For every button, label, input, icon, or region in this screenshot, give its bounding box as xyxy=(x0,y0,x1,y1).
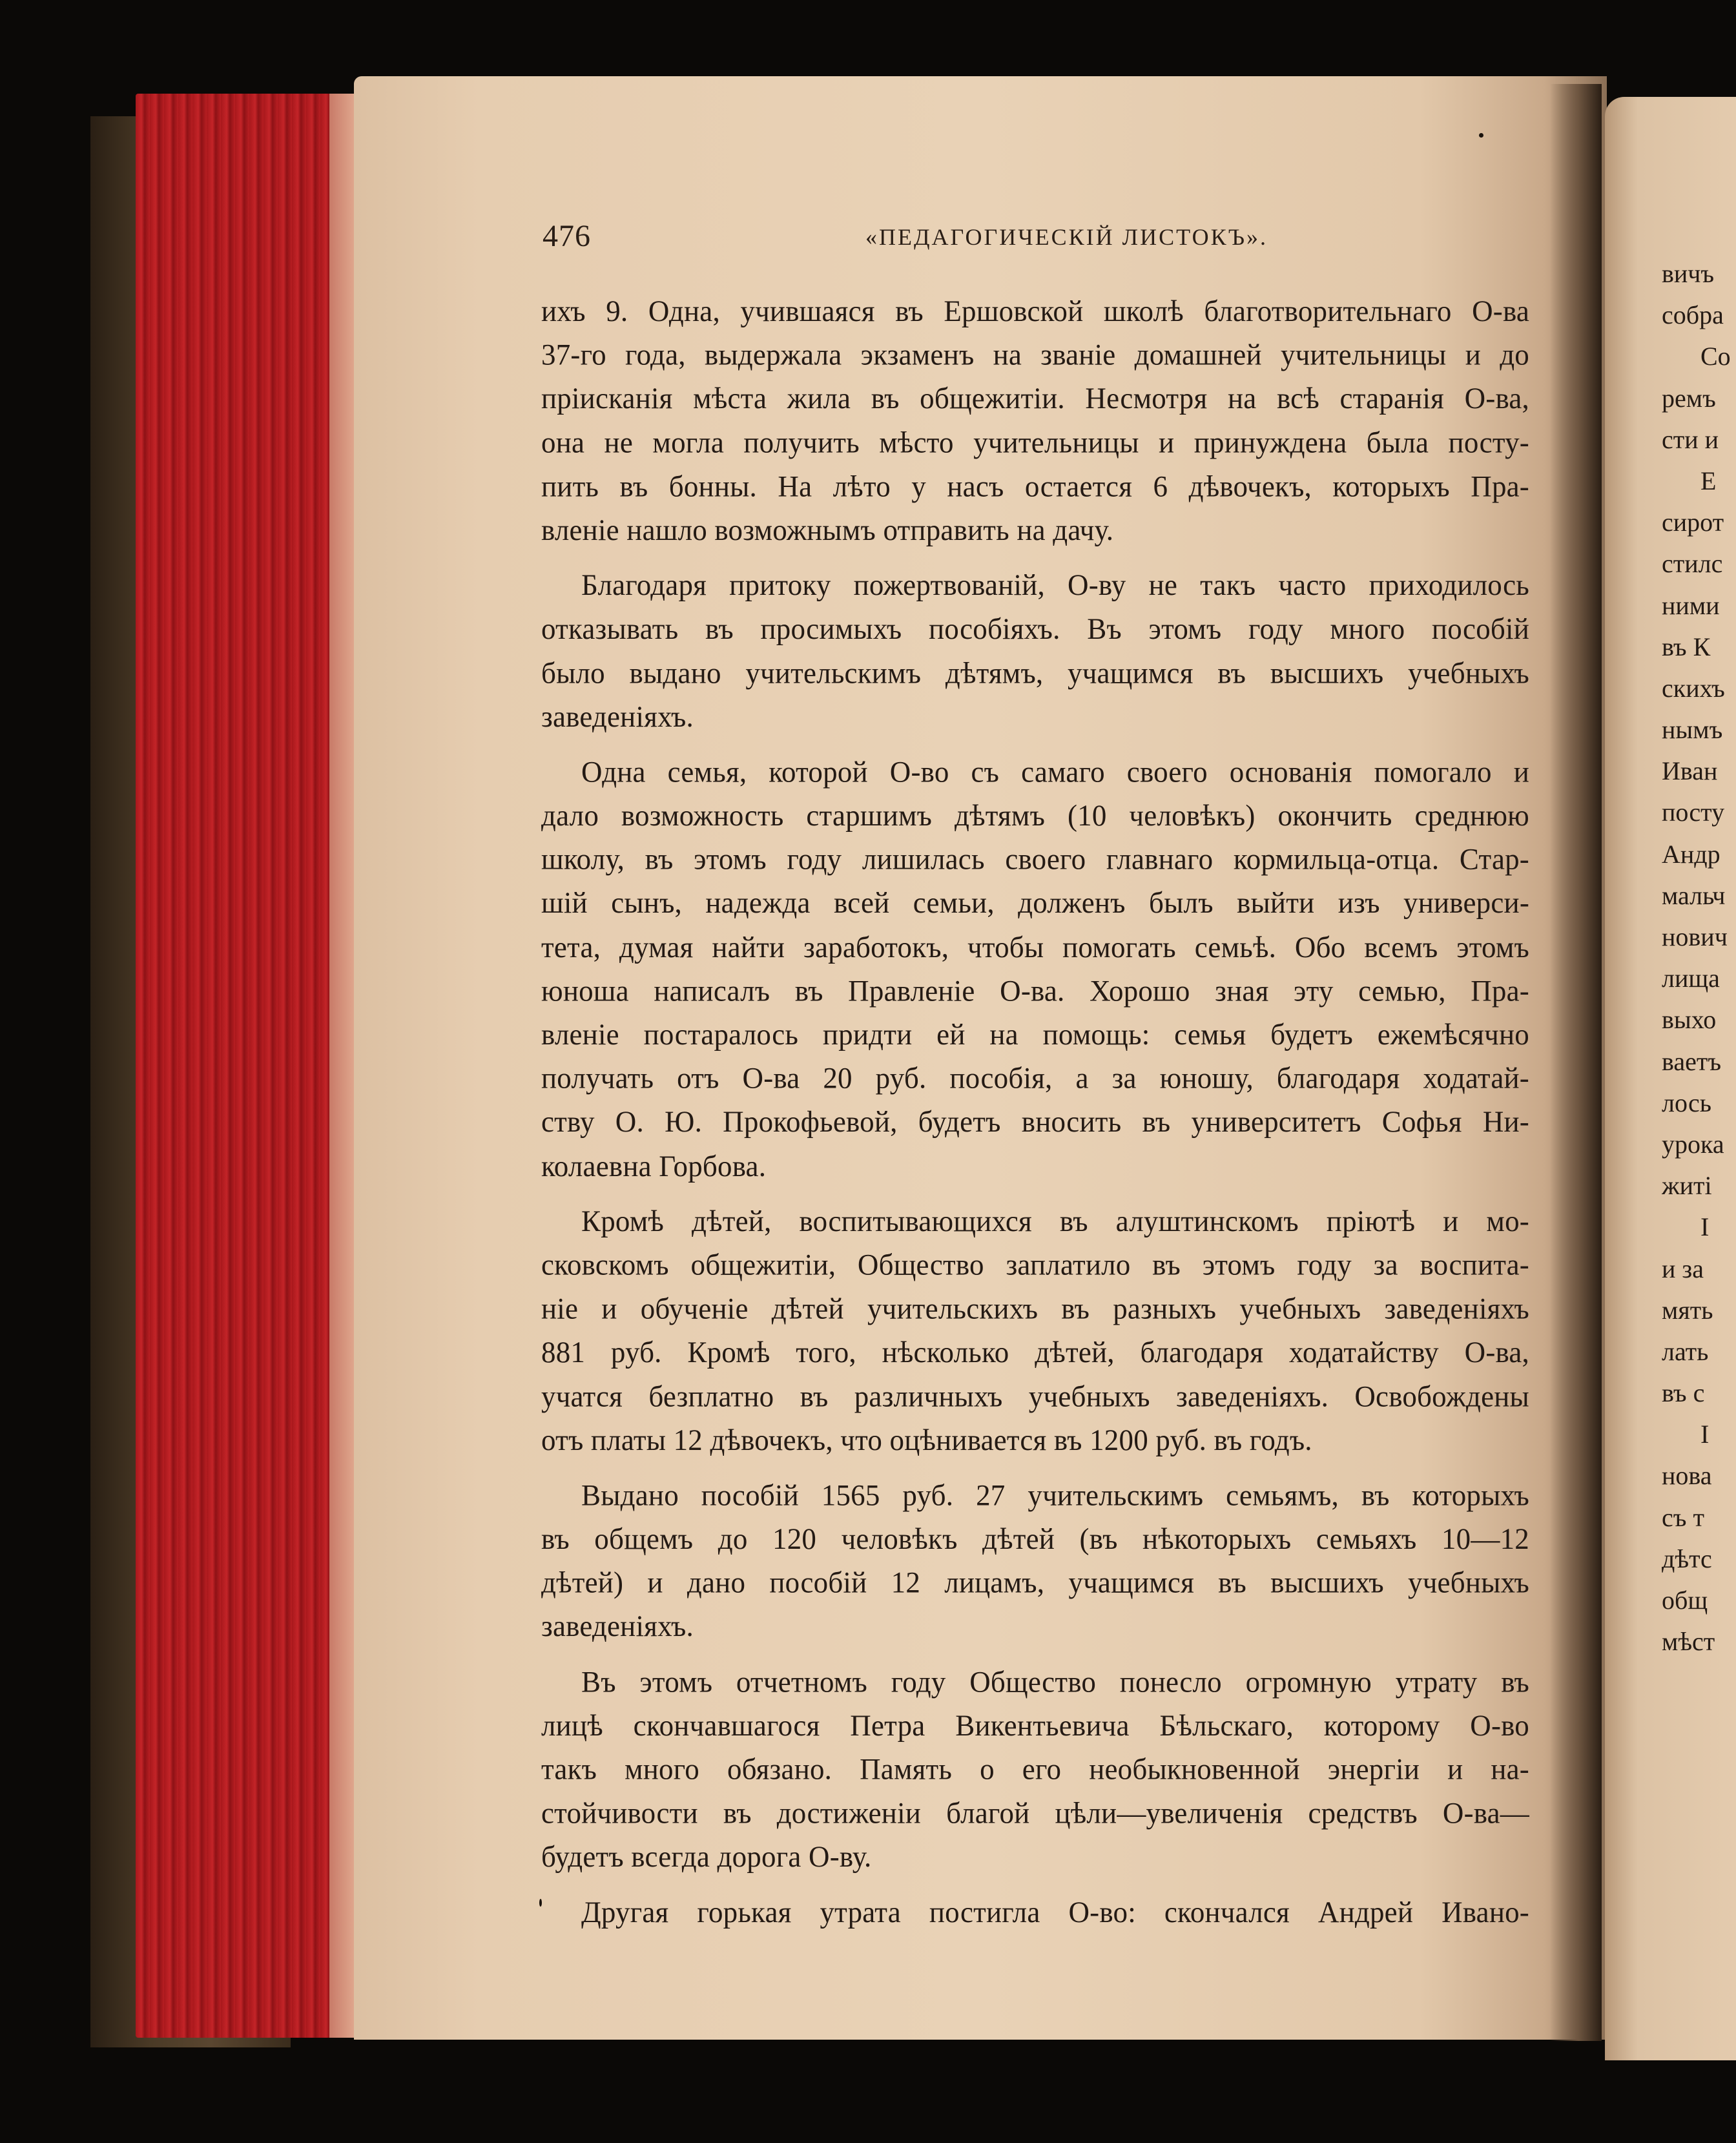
text-line: выхо xyxy=(1662,1005,1717,1035)
text-line: въ К xyxy=(1662,632,1711,661)
text-line: вленіе постаралось придти ей на помощь: семья будетъ ежемѣсячно xyxy=(541,1017,1529,1051)
ink-speck xyxy=(539,1899,542,1907)
text-line: скихъ xyxy=(1662,673,1725,703)
text-line: заведеніяхъ. xyxy=(541,699,694,734)
running-title: «ПЕДАГОГИЧЕСКІЙ ЛИСТОКЪ». xyxy=(865,224,1268,250)
text-line: получать отъ О-ва 20 руб. пособія, а за юношу, благодаря ходатай- xyxy=(541,1061,1529,1095)
text-line: ремъ xyxy=(1662,383,1716,413)
text-line: житі xyxy=(1662,1171,1712,1201)
page-number: 476 xyxy=(542,219,591,253)
text-line: въ с xyxy=(1662,1378,1705,1408)
text-line: Е xyxy=(1700,466,1717,495)
text-line: учатся безплатно въ различныхъ учебныхъ заведеніяхъ. Освобождены xyxy=(541,1379,1529,1413)
text-line: Благодаря притоку пожертвованій, О-ву не такъ часто приходилось xyxy=(581,568,1529,602)
text-line: мѣст xyxy=(1662,1627,1715,1657)
text-line: І xyxy=(1700,1212,1710,1242)
text-line: лища xyxy=(1662,964,1720,993)
right-page-text xyxy=(1662,253,1736,1662)
text-line: пріисканія мѣста жила въ общежитіи. Несмотря на всѣ старанія О-ва, xyxy=(541,381,1529,415)
text-line: въ общемъ до 120 человѣкъ дѣтей (въ нѣкоторыхъ семьяхъ 10—12 xyxy=(541,1522,1529,1556)
text-line: Выдано пособій 1565 руб. 27 учительскимъ семьямъ, въ которыхъ xyxy=(581,1478,1529,1512)
text-line: нович xyxy=(1662,922,1728,951)
text-line: юноша написалъ въ Правленіе О-ва. Хорошо зная эту семью, Пра- xyxy=(541,973,1529,1008)
text-line: лицѣ скончавшагося Петра Викентьевича Бѣльскаго, которому О-во xyxy=(541,1708,1529,1743)
ink-speck xyxy=(1479,133,1483,138)
text-line: сирот xyxy=(1662,508,1724,537)
text-line: Въ этомъ отчетномъ году Общество понесло огромную утрату въ xyxy=(581,1664,1529,1699)
text-line: дѣтей) и дано пособій 12 лицамъ, учащимся въ высшихъ учебныхъ xyxy=(541,1566,1529,1600)
text-line: Одна семья, которой О-во съ самаго своего основанія помогало и xyxy=(581,754,1529,789)
text-line: дало возможность старшимъ дѣтямъ (10 человѣкъ) окончить среднюю xyxy=(541,798,1529,833)
text-line: нымъ xyxy=(1662,715,1723,745)
text-line: шій сынъ, надежда всей семьи, долженъ былъ выйти изъ универси- xyxy=(541,885,1529,920)
text-line: 881 руб. Кромѣ того, нѣсколько дѣтей, благодаря ходатайству О-ва, xyxy=(541,1335,1529,1369)
text-line: ваетъ xyxy=(1662,1046,1722,1076)
text-line: стилс xyxy=(1662,549,1723,579)
text-line: сти и xyxy=(1662,424,1719,454)
text-line: дѣтс xyxy=(1662,1544,1712,1573)
text-line: І xyxy=(1700,1420,1710,1449)
text-line: Иван xyxy=(1662,756,1718,786)
text-line: нова xyxy=(1662,1461,1712,1491)
text-line: посту xyxy=(1662,798,1725,827)
text-line: вичъ xyxy=(1662,259,1715,288)
text-line: урока xyxy=(1662,1129,1724,1159)
text-line: отъ платы 12 дѣвочекъ, что оцѣнивается въ 1200 руб. въ годъ. xyxy=(541,1423,1312,1457)
text-line: вленіе нашло возможнымъ отправить на дачу. xyxy=(541,513,1114,547)
text-line: собра xyxy=(1662,300,1724,330)
text-line: тета, думая найти заработокъ, чтобы помогать семьѣ. Обо всемъ этомъ xyxy=(541,929,1529,964)
text-line: ніе и обученіе дѣтей учительскихъ въ разныхъ учебныхъ заведеніяхъ xyxy=(541,1291,1529,1325)
text-line: ихъ 9. Одна, учившаяся въ Ершовской школѣ благотворительнаго О-ва xyxy=(541,294,1529,328)
text-line: школу, въ этомъ году лишилась своего главнаго кормильца-отца. Стар- xyxy=(541,842,1529,876)
text-line: было выдано учительскимъ дѣтямъ, учащимся въ высшихъ учебныхъ xyxy=(541,656,1529,690)
text-line: Андр xyxy=(1662,839,1720,869)
text-line: 37-го года, выдержала экзаменъ на званіе домашней учительницы и до xyxy=(541,338,1529,372)
text-line: общ xyxy=(1662,1586,1708,1615)
text-line: пить въ бонны. На лѣто у насъ остается 6 дѣвочекъ, которыхъ Пра- xyxy=(541,469,1529,503)
page-edges xyxy=(136,94,355,2038)
text-line: Другая горькая утрата постигла О-во: скончался Андрей Ивано- xyxy=(581,1895,1529,1929)
text-line: стойчивости въ достиженіи благой цѣли—увеличенія средствъ О-ва— xyxy=(541,1796,1529,1830)
text-line: и за xyxy=(1662,1254,1704,1283)
text-line: Кромѣ дѣтей, воспитывающихся въ алуштинскомъ пріютѣ и мо- xyxy=(581,1204,1529,1238)
text-line: Со xyxy=(1700,342,1731,371)
text-line: съ т xyxy=(1662,1502,1704,1532)
text-line: лать xyxy=(1662,1336,1709,1366)
text-line: ству О. Ю. Прокофьевой, будетъ вносить въ университетъ Софья Ни- xyxy=(541,1104,1529,1139)
text-line: отказывать въ просимыхъ пособіяхъ. Въ этомъ году много пособій xyxy=(541,612,1529,646)
book-gutter xyxy=(1550,84,1602,2041)
text-line: колаевна Горбова. xyxy=(541,1148,767,1183)
body-text xyxy=(541,289,1529,1934)
text-line: сковскомъ общежитіи, Общество заплатило въ этомъ году за воспита- xyxy=(541,1248,1529,1282)
page-header xyxy=(542,218,1537,257)
text-line: она не могла получить мѣсто учительницы и принуждена была посту- xyxy=(541,425,1529,459)
text-line: заведеніяхъ. xyxy=(541,1610,694,1644)
text-line: мять xyxy=(1662,1295,1713,1325)
text-line: лось xyxy=(1662,1088,1711,1117)
text-line: мальч xyxy=(1662,880,1726,910)
text-line: ними xyxy=(1662,590,1720,620)
text-line: будетъ всегда дорога О-ву. xyxy=(541,1839,872,1874)
text-line: такъ много обязано. Память о его необыкновенной энергіи и на- xyxy=(541,1752,1529,1786)
